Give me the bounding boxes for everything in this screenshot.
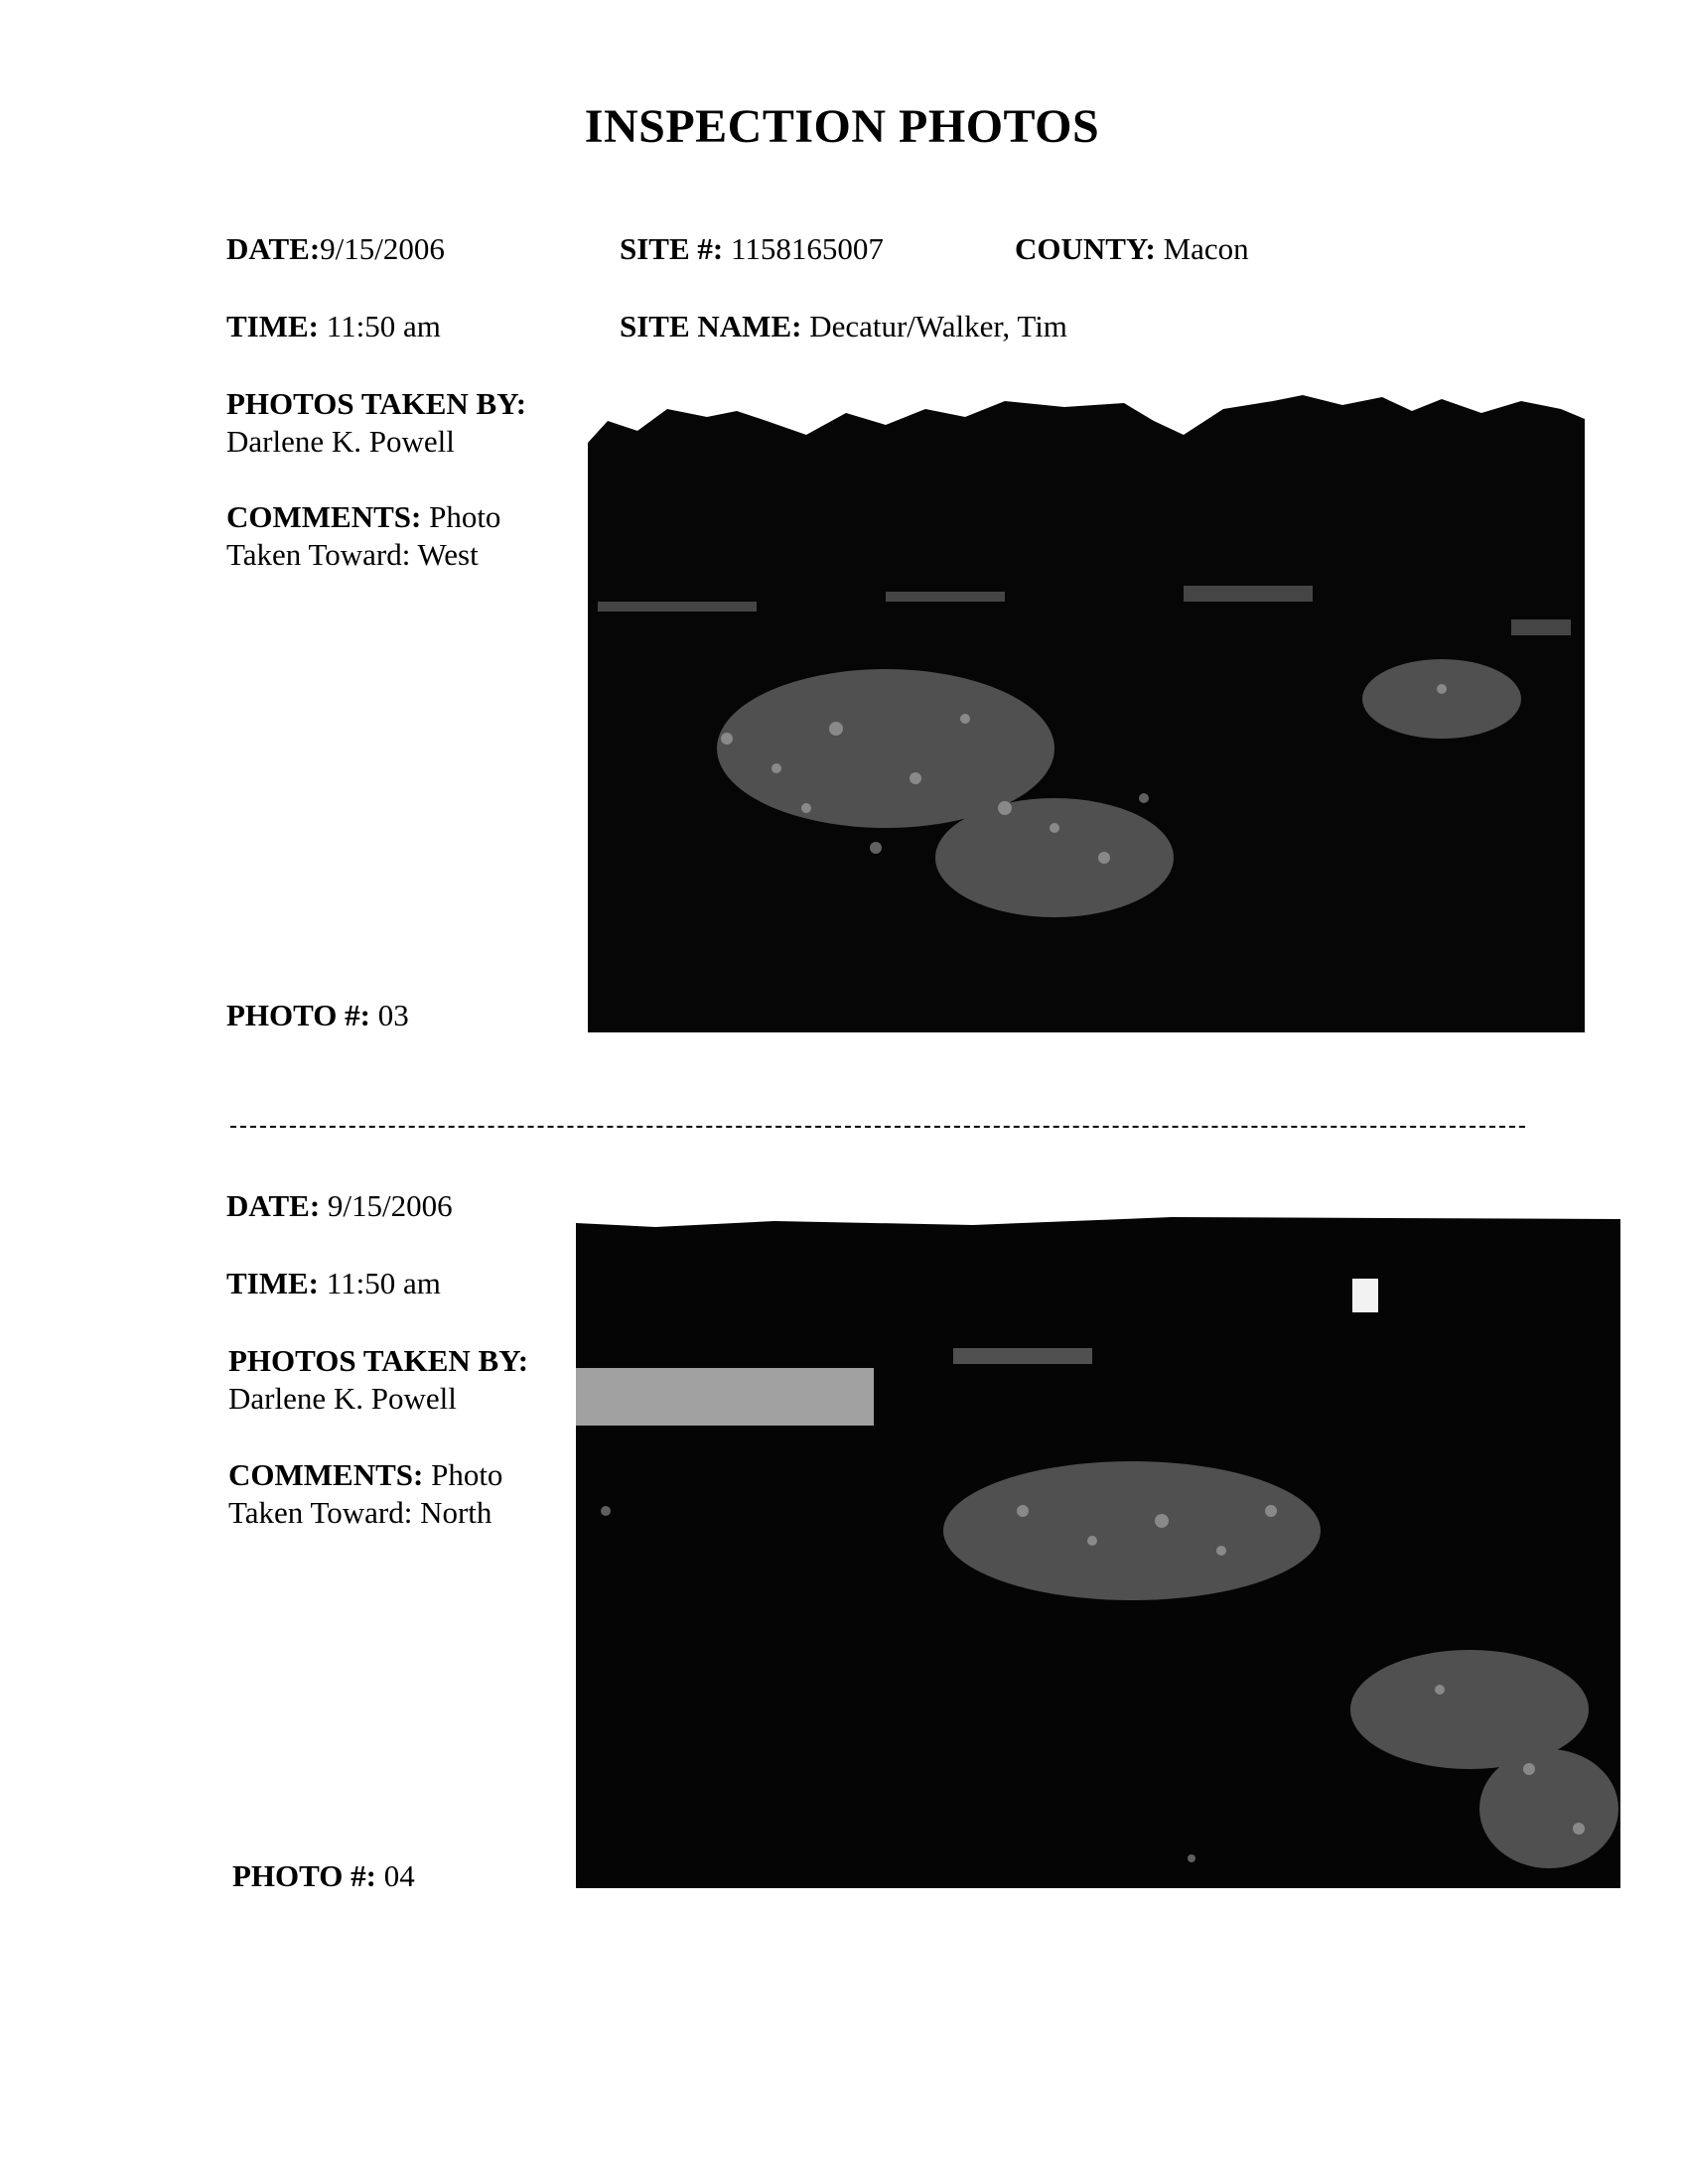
photographer-value: Darlene K. Powell [228,1381,457,1416]
section-divider [230,1126,1525,1128]
entry-2-date [226,1187,453,1225]
page-title: INSPECTION PHOTOS [584,100,1100,153]
entry-2-time [226,1265,441,1302]
comments-label: COMMENTS: [228,1457,424,1492]
county-value: Macon [1163,231,1249,266]
comments-line-1: Photo [431,1457,503,1492]
date-label: DATE: [226,1188,321,1223]
site-number [620,230,884,268]
photo-number-label: PHOTO #: [232,1858,376,1893]
entry-1-date [226,230,445,268]
date-value: 9/15/2006 [320,231,445,266]
photos-taken-by-label: PHOTOS TAKEN BY: [228,1343,529,1378]
county-label: COUNTY: [1015,231,1156,266]
comments-line-2: Taken Toward: North [228,1495,492,1530]
time-value: 11:50 am [326,1266,441,1300]
photo-number-value: 04 [383,1858,415,1893]
comments-line-1: Photo [429,499,501,534]
photo-number-value: 03 [377,998,409,1032]
time-label: TIME: [226,1266,319,1300]
time-label: TIME: [226,309,319,343]
comments-line-2: Taken Toward: West [226,537,479,572]
entry-2-photographer [228,1342,528,1418]
comments-label: COMMENTS: [226,499,422,534]
photo-number-label: PHOTO #: [226,998,370,1032]
entry-1-time [226,308,441,345]
entry-1-photographer [226,385,526,461]
entry-2-photo-number [232,1857,415,1895]
entry-1-comments [226,498,500,574]
site-name-label: SITE NAME: [620,309,802,343]
entry-2-comments [228,1456,502,1532]
county [1015,230,1249,268]
site-name-value: Decatur/Walker, Tim [809,309,1067,343]
photographer-value: Darlene K. Powell [226,424,455,459]
entry-1-photo-number [226,997,409,1034]
site-number-value: 1158165007 [730,231,884,266]
time-value: 11:50 am [326,309,441,343]
inspection-photo-03 [588,391,1585,1032]
date-value: 9/15/2006 [327,1188,453,1223]
site-number-label: SITE #: [620,231,724,266]
inspection-photo-04 [576,1213,1620,1888]
photos-taken-by-label: PHOTOS TAKEN BY: [226,386,527,421]
date-label: DATE: [226,231,321,266]
site-name [620,308,1067,345]
